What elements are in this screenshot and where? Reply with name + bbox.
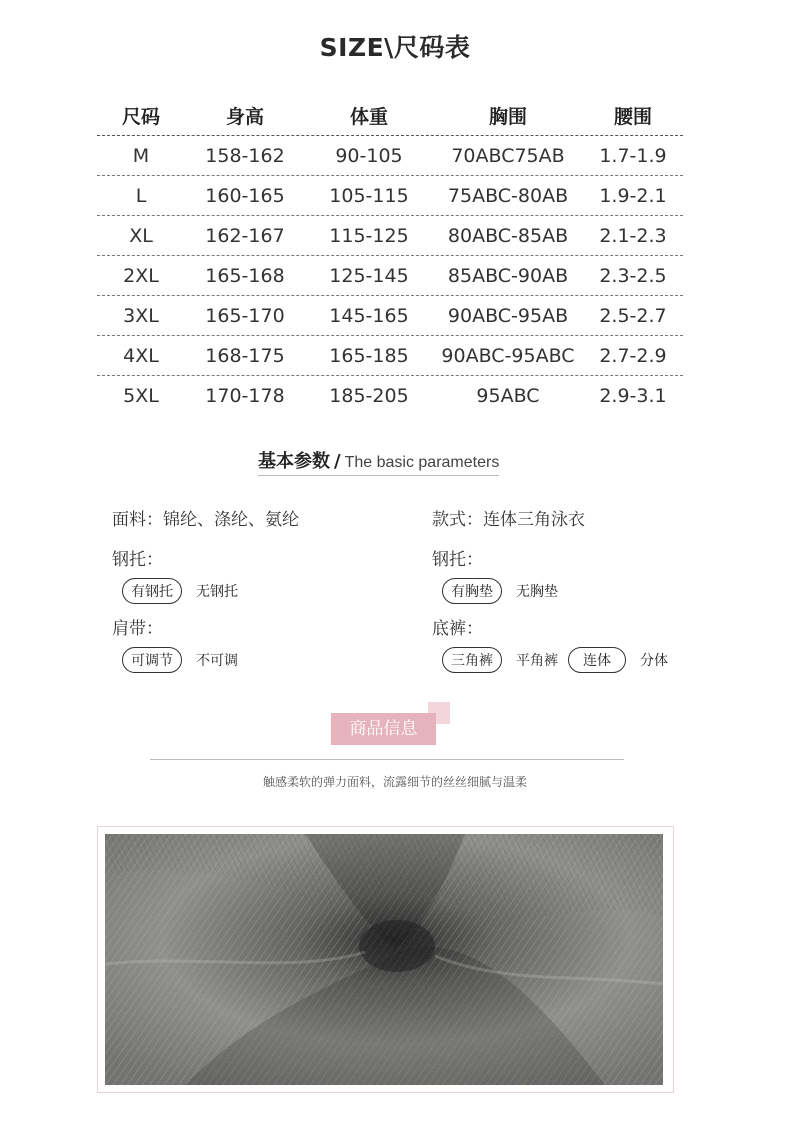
cell-height: 168-175 [205, 344, 285, 367]
cell-bust: 80ABC-85AB [447, 224, 569, 247]
header-waist: 腰围 [613, 106, 652, 128]
cell-bust: 95ABC [476, 385, 540, 407]
cell-height: 165-168 [205, 264, 285, 287]
basic-params-heading [258, 447, 499, 476]
padding-label: 钢托： [432, 550, 483, 570]
header-height: 身高 [225, 106, 264, 128]
product-info-badge: 商品信息 [331, 713, 436, 745]
cell-size: M [132, 144, 150, 167]
padding-option-no: 无胸垫 [516, 584, 558, 600]
underwire-label: 钢托： [112, 550, 163, 570]
cell-size: 5XL [123, 385, 159, 407]
size-chart-title: SIZE\尺码表 [319, 33, 471, 62]
style-param [432, 505, 585, 530]
cell-size: 2XL [123, 264, 159, 287]
cell-bust: 70ABC75AB [451, 144, 565, 167]
table-row [97, 136, 683, 176]
bottom-option-onepiece: 连体 [568, 647, 626, 673]
cell-waist: 1.9-2.1 [599, 184, 667, 207]
cell-waist: 2.7-2.9 [599, 344, 667, 367]
fabric-texture-icon [105, 834, 663, 1085]
cell-weight: 185-205 [329, 385, 409, 407]
strap-option-fixed: 不可调 [196, 653, 238, 669]
table-header-row [97, 96, 683, 136]
cell-size: XL [129, 224, 153, 247]
table-row [97, 336, 683, 376]
header-bust: 胸围 [488, 106, 527, 128]
bottom-option-boyshort: 平角裤 [516, 653, 558, 669]
strap-param [112, 614, 258, 673]
cell-waist: 2.5-2.7 [599, 304, 667, 327]
cell-weight: 125-145 [329, 264, 409, 287]
cell-height: 165-170 [205, 304, 285, 327]
cell-bust: 90ABC-95ABC [441, 344, 575, 367]
product-info-subtitle: 触感柔软的弹力面料，流露细节的丝丝细腻与温柔 [262, 775, 527, 789]
table-row [97, 376, 683, 416]
cell-bust: 85ABC-90AB [447, 264, 569, 287]
cell-size: 4XL [123, 344, 159, 367]
table-row [97, 176, 683, 216]
cell-height: 170-178 [205, 385, 285, 407]
size-table [97, 96, 683, 416]
cell-weight: 145-165 [329, 304, 409, 327]
product-info-divider [150, 759, 624, 760]
underwire-option-no: 无钢托 [196, 584, 238, 600]
strap-label: 肩带： [112, 619, 163, 639]
cell-weight: 115-125 [329, 224, 409, 247]
cell-weight: 165-185 [329, 344, 409, 367]
underwire-option-yes: 有钢托 [122, 578, 182, 604]
table-row [97, 256, 683, 296]
padding-param [432, 545, 578, 604]
bottom-option-brief: 三角裤 [442, 647, 502, 673]
bottom-label: 底裤： [432, 619, 483, 639]
style-text: 款式：连体三角泳衣 [432, 510, 585, 530]
cell-bust: 90ABC-95AB [447, 304, 569, 327]
table-row [97, 296, 683, 336]
cell-waist: 1.7-1.9 [599, 144, 667, 167]
bottom-option-twopiece: 分体 [640, 653, 668, 669]
cell-height: 162-167 [205, 224, 285, 247]
cell-weight: 90-105 [335, 144, 403, 167]
strap-option-adjustable: 可调节 [122, 647, 182, 673]
cell-size: L [135, 184, 147, 207]
padding-option-yes: 有胸垫 [442, 578, 502, 604]
cell-weight: 105-115 [329, 184, 409, 207]
underwire-param [112, 545, 258, 604]
basic-params-heading-cn: 基本参数 [258, 451, 330, 472]
cell-waist: 2.1-2.3 [599, 224, 667, 247]
cell-waist: 2.9-3.1 [599, 385, 667, 407]
cell-height: 158-162 [205, 144, 285, 167]
cell-bust: 75ABC-80AB [447, 184, 569, 207]
heading-slash: / [334, 451, 341, 472]
table-row [97, 216, 683, 256]
basic-params-heading-en: The basic parameters [344, 454, 500, 471]
fabric-text: 面料：锦纶、涤纶、氨纶 [112, 510, 299, 530]
fabric-param [112, 505, 299, 530]
cell-height: 160-165 [205, 184, 285, 207]
bottom-param [432, 614, 688, 673]
header-weight: 体重 [349, 106, 388, 128]
cell-waist: 2.3-2.5 [599, 264, 667, 287]
cell-size: 3XL [123, 304, 159, 327]
fabric-photo [105, 834, 663, 1085]
header-size: 尺码 [121, 106, 160, 128]
